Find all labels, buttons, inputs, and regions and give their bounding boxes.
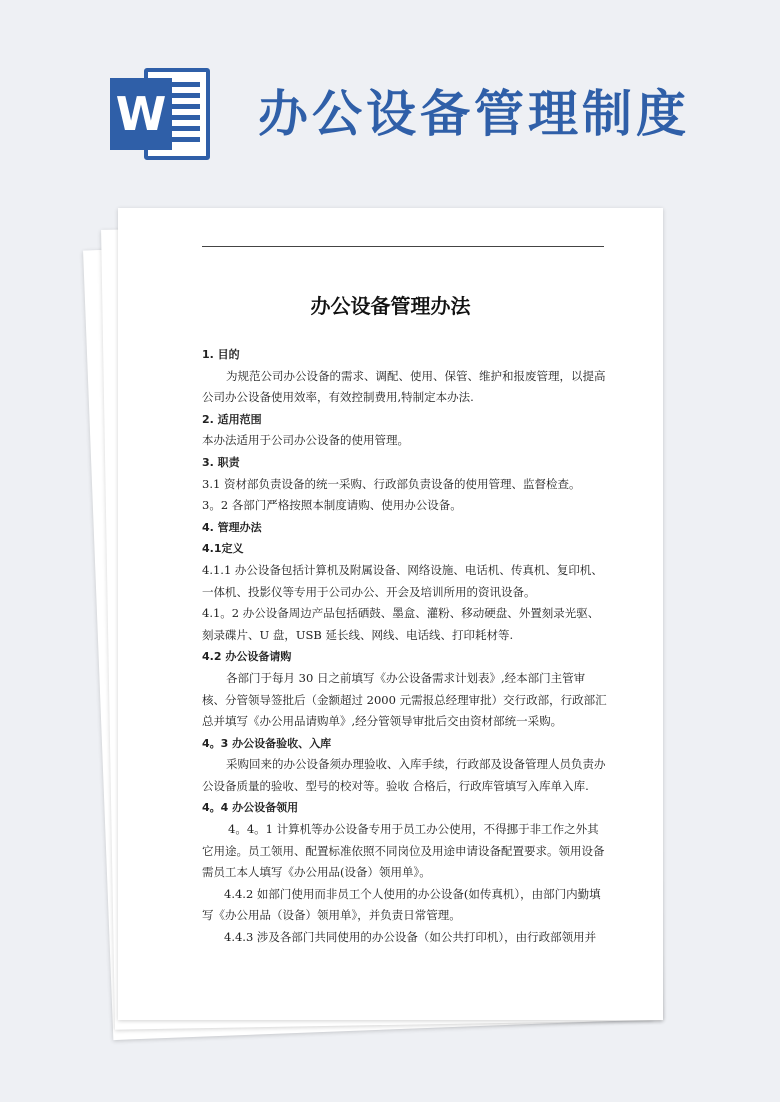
word-icon-letter: W: [110, 78, 172, 150]
paragraph: 各部门于每月 30 日之前填写《办公设备需求计划表》,经本部门主管审核、分管领导签批后（金额超过 2000 元需报总经理审批）交行政部，行政部汇总并填写《办公用品请购单》,经分管领导审批后交由资材部统一采购。: [202, 670, 607, 729]
document-content: [118, 208, 663, 1020]
section-heading: 4. 管理办法: [202, 520, 262, 534]
document-body: [202, 344, 607, 949]
paragraph: 采购回来的办公设备须办理验收、入库手续，行政部及设备管理人员负责办公设备质量的验收、型号的校对等。验收 合格后，行政库管填写入库单入库.: [202, 757, 606, 793]
subsection-heading: 4.2 办公设备请购: [202, 650, 292, 664]
paragraph: 3。2 各部门严格按照本制度请购、使用办公设备。: [202, 498, 462, 513]
paragraph: 4.4.2 如部门使用而非员工个人使用的办公设备(如传真机），由部门内勤填写《办公用品（设备）领用单》，并负责日常管理。: [202, 886, 601, 923]
section-heading: 3. 职责: [202, 455, 240, 469]
header-banner: [0, 0, 780, 200]
paragraph: 3.1 资材部负责设备的统一采购、行政部负责设备的使用管理、监督检查。: [202, 476, 581, 491]
document-title: 办公设备管理办法: [310, 294, 471, 318]
subsection-heading: 4。4 办公设备领用: [202, 801, 299, 815]
section-heading: 1. 目的: [202, 348, 240, 361]
page-title: 办公设备管理制度: [258, 85, 690, 143]
word-document-icon: [110, 68, 210, 160]
paragraph: 4。4。1 计算机等办公设备专用于员工办公使用，不得挪于非工作之外其它用途。员工领用、配置标准依照不同岗位及用途申请设备配置要求。领用设备需员工本人填写《办公用品(设备）领用单》。: [202, 822, 605, 880]
paragraph: 本办法适用于公司办公设备的使用管理。: [202, 433, 409, 448]
header-rule: [202, 246, 604, 247]
paragraph: 4.1.1 办公设备包括计算机及附属设备、网络设施、电话机、传真机、复印机、一体机、投影仪等专用于公司办公、开会及培训所用的资讯设备。: [202, 562, 603, 599]
subsection-heading: 4。3 办公设备验收、入库: [202, 736, 332, 750]
paragraph: 4.1。2 办公设备周边产品包括硒鼓、墨盒、灌粉、移动硬盘、外置刻录光驱、刻录碟片、U 盘，USB 延长线、网线、电话线、打印耗材等.: [202, 606, 600, 642]
subsection-heading: 4.1定义: [202, 542, 244, 556]
section-heading: 2. 适用范围: [202, 412, 262, 426]
paragraph: 为规范公司办公设备的需求、调配、使用、保管、维护和报废管理，以提高公司办公设备使用效率，有效控制费用,特制定本办法.: [202, 368, 606, 405]
paragraph: 4.4.3 涉及各部门共同使用的办公设备（如公共打印机），由行政部领用并: [224, 930, 597, 945]
